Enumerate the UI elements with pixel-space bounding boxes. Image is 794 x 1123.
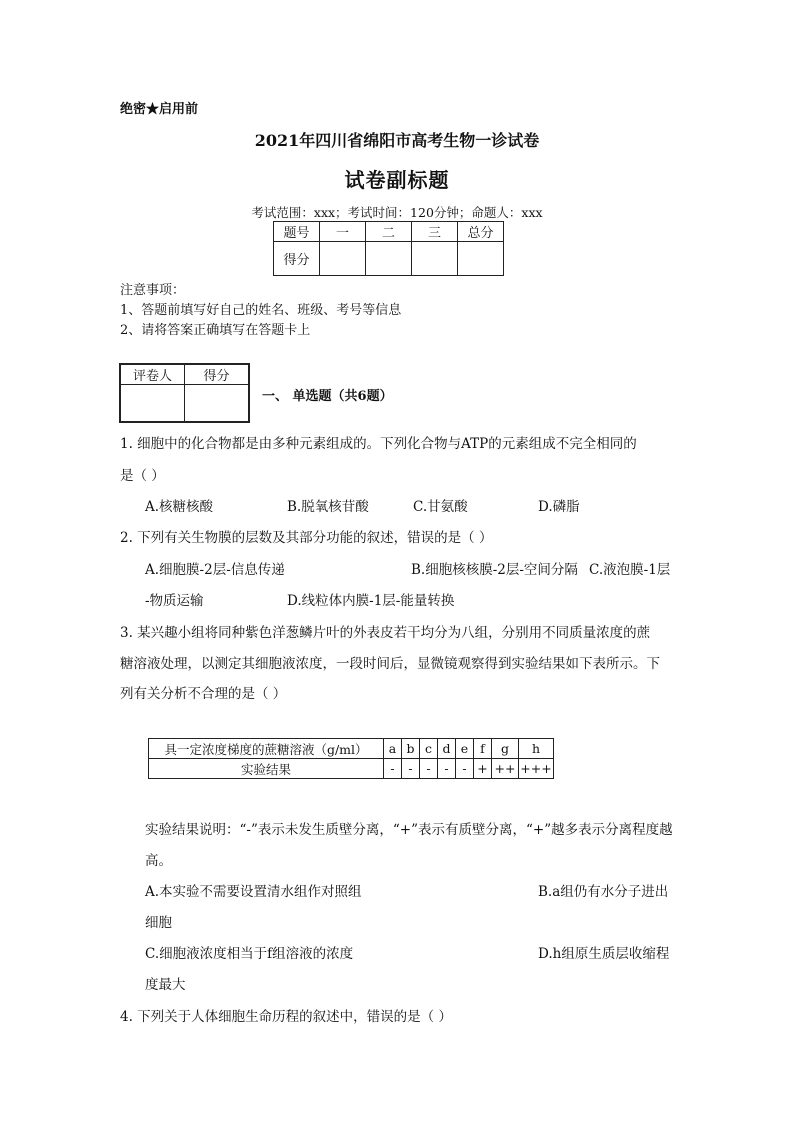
question-3-explanation-cont: 高。 [145,853,172,869]
question-2-stem: 2. 下列有关生物膜的层数及其部分功能的叙述，错误的是（ ） [120,530,493,546]
score-header-total: 总分 [458,222,504,242]
question-3-stem: 3. 某兴趣小组将同种紫色洋葱鳞片叶的外表皮若干均分为八组，分别用不同质量浓度的蔗 [120,625,651,641]
experiment-group: g [492,739,519,759]
experiment-result: - [438,759,456,779]
score-cell[interactable] [458,242,504,276]
question-2-option-c[interactable]: C.液泡膜-1层 [589,562,671,578]
question-3-option-b[interactable]: B.a组仍有水分子进出 [538,884,669,900]
score-header-3: 三 [412,222,458,242]
notes [120,281,401,341]
question-3-option-d[interactable]: D.h组原生质层收缩程 [538,946,670,962]
exam-meta: 考试范围：xxx；考试时间：120分钟；命题人：xxx [251,205,543,220]
question-2-option-b[interactable]: B.细胞核核膜-2层-空间分隔 [411,562,578,578]
grader-score-header: 得分 [185,364,250,385]
question-3-explanation: 实验结果说明：“-”表示未发生质壁分离，“+”表示有质壁分离，“+”越多表示分离程度越 [145,822,673,838]
experiment-result: + [474,759,492,779]
score-table [273,221,504,276]
question-1-stem-cont: 是（ ） [120,468,165,484]
question-2-option-c-cont[interactable]: -物质运输 [145,593,204,609]
experiment-result: - [456,759,474,779]
experiment-result: - [402,759,420,779]
experiment-result-label: 实验结果 [149,759,384,779]
score-cell[interactable] [366,242,412,276]
notes-item: 2、请将答案正确填写在答题卡上 [120,323,311,338]
score-cell[interactable] [320,242,366,276]
experiment-group: b [402,739,420,759]
question-2-option-d[interactable]: D.线粒体内膜-1层-能量转换 [287,593,455,609]
score-row-label: 得分 [274,242,320,276]
notes-item: 1、答题前填写好自己的姓名、班级、考号等信息 [120,303,402,318]
question-1-option-c[interactable]: C.甘氨酸 [413,499,468,515]
question-1-stem: 1. 细胞中的化合物都是由多种元素组成的。下列化合物与ATP的元素组成不完全相同的 [120,436,637,452]
experiment-group: f [474,739,492,759]
question-4-stem: 4. 下列关于人体细胞生命历程的叙述中，错误的是（ ） [120,1009,452,1025]
question-3-option-a[interactable]: A.本实验不需要设置清水组作对照组 [145,884,362,900]
experiment-group: a [384,739,402,759]
question-1-option-b[interactable]: B.脱氧核苷酸 [287,499,369,515]
question-3-option-c[interactable]: C.细胞液浓度相当于f组溶液的浓度 [145,946,354,962]
score-cell[interactable] [412,242,458,276]
question-2-option-a[interactable]: A.细胞膜-2层-信息传递 [145,562,285,578]
question-1-option-a[interactable]: A.核糖核酸 [145,499,214,515]
question-3-option-d-cont[interactable]: 度最大 [145,977,186,993]
question-3-stem-cont: 糖溶液处理，以测定其细胞液浓度，一段时间后，显微镜观察得到实验结果如下表所示。下 [120,656,660,672]
experiment-result: - [420,759,438,779]
grader-score-cell[interactable] [185,385,250,423]
experiment-row-label: 具一定浓度梯度的蔗糖溶液（g/ml） [149,739,384,759]
exam-title: 2021年四川省绵阳市高考生物一诊试卷 [254,131,540,150]
exam-subtitle: 试卷副标题 [344,168,450,192]
score-header-2: 二 [366,222,412,242]
experiment-table [148,738,554,779]
question-3-option-b-cont[interactable]: 细胞 [145,915,172,931]
score-header-number: 题号 [274,222,320,242]
section-title: 一、 单选题（共6题） [262,389,393,404]
score-header-1: 一 [320,222,366,242]
grader-header: 评卷人 [120,364,185,385]
experiment-group: e [456,739,474,759]
grader-cell[interactable] [120,385,185,423]
experiment-result: - [384,759,402,779]
question-3-stem-cont2: 列有关分析不合理的是（ ） [120,686,287,702]
grader-box [119,363,250,423]
question-1-option-d[interactable]: D.磷脂 [538,499,580,515]
notes-heading: 注意事项： [120,283,186,298]
experiment-result: +++ [519,759,554,779]
experiment-result: ++ [492,759,519,779]
experiment-group: c [420,739,438,759]
experiment-group: h [519,739,554,759]
confidential-label: 绝密★启用前 [120,102,199,117]
experiment-group: d [438,739,456,759]
